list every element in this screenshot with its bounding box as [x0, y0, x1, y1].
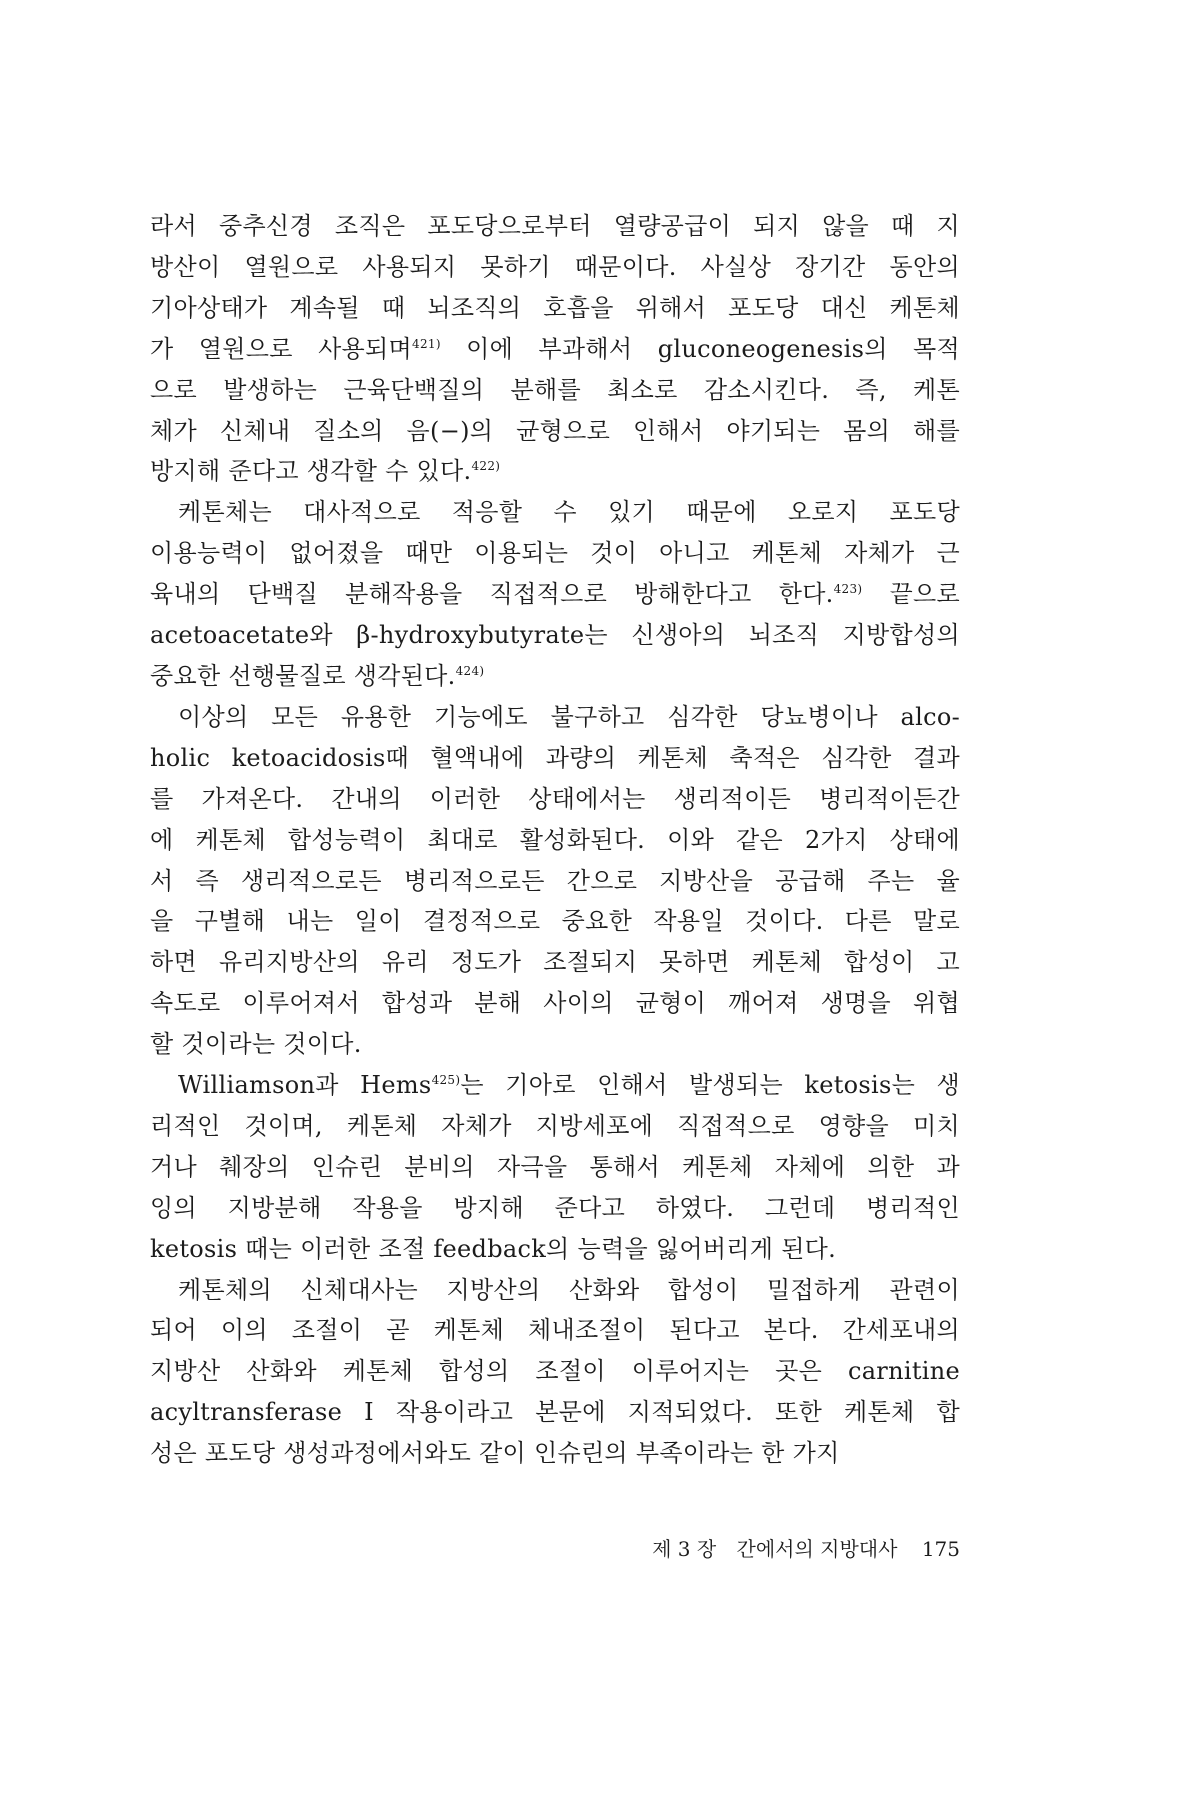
- text-segment: 케톤체는 대사적으로 적응할 수 있기 때문에 오로지 포도당: [178, 498, 960, 527]
- text-segment: 으로 발생하는 근육단백질의 분해를 최소로 감소시킨다. 즉, 케톤: [150, 375, 960, 404]
- text-line: [150, 451, 960, 492]
- text-segment: 이상의 모든 유용한 기능에도 불구하고 심각한 당뇨병이나 alco-: [178, 702, 960, 731]
- text-segment: 는 기아로 인해서 발생되는 ketosis는 생: [460, 1071, 961, 1100]
- text-line: [150, 1270, 960, 1311]
- reference-superscript: 423): [833, 582, 863, 597]
- reference-superscript: 422): [471, 459, 501, 474]
- text-line: [150, 983, 960, 1024]
- reference-superscript: 421): [412, 336, 441, 351]
- running-footer: [560, 1533, 960, 1562]
- paragraph: [150, 206, 960, 492]
- text-line: [150, 492, 960, 533]
- text-segment: 를 가져온다. 간내의 이러한 상태에서는 생리적이든 병리적이든간: [150, 784, 960, 813]
- text-segment: 을 구별해 내는 일이 결정적으로 중요한 작용일 것이다. 다른 말로: [150, 907, 960, 936]
- text-segment: 중요한 선행물질로 생각된다.: [150, 661, 456, 690]
- text-segment: 방지해 준다고 생각할 수 있다.: [150, 457, 472, 486]
- text-segment: 방산이 열원으로 사용되지 못하기 때문이다. 사실상 장기간 동안의: [150, 252, 960, 281]
- text-segment: ketosis 때는 이러한 조절 feedback의 능력을 잃어버리게 된다.: [150, 1234, 837, 1263]
- paragraph: [150, 492, 960, 697]
- text-segment: 거나 췌장의 인슈린 분비의 자극을 통해서 케톤체 자체에 의한 과: [150, 1152, 960, 1181]
- paragraph: [150, 1065, 960, 1270]
- text-segment: 되어 이의 조절이 곧 케톤체 체내조절이 된다고 본다. 간세포내의: [150, 1316, 960, 1345]
- text-segment: 에 케톤체 합성능력이 최대로 활성화된다. 이와 같은 2가지 상태에: [150, 825, 960, 854]
- text-line: [150, 738, 960, 779]
- text-line: [150, 1188, 960, 1229]
- text-segment: 서 즉 생리적으로든 병리적으로든 간으로 지방산을 공급해 주는 율: [150, 866, 960, 895]
- text-segment: Williamson과 Hems: [178, 1071, 432, 1100]
- paragraph: [150, 1270, 960, 1475]
- text-segment: 할 것이라는 것이다.: [150, 1030, 362, 1059]
- text-line: [150, 1351, 960, 1392]
- text-line: [150, 370, 960, 411]
- text-segment: holic ketoacidosis때 혈액내에 과량의 케톤체 축적은 심각한 결과: [150, 743, 960, 772]
- text-segment: 육내의 단백질 분해작용을 직접적으로 방해한다고 한다.: [150, 580, 834, 609]
- text-segment: 기아상태가 계속될 때 뇌조직의 호흡을 위해서 포도당 대신 케톤체: [150, 293, 960, 322]
- footer-chapter: 제 3 장: [652, 1537, 717, 1561]
- text-line: [150, 1229, 960, 1270]
- text-line: [150, 820, 960, 861]
- page-number: 175: [921, 1537, 960, 1561]
- text-line: [150, 697, 960, 738]
- text-segment: 성은 포도당 생성과정에서와도 같이 인슈린의 부족이라는 한 가지: [150, 1439, 840, 1468]
- text-segment: acetoacetate와 β-hydroxybutyrate는 신생아의 뇌조직 지방합성의: [150, 621, 960, 650]
- text-line: [150, 942, 960, 983]
- text-line: [150, 1106, 960, 1147]
- text-line: [150, 247, 960, 288]
- text-segment: 이용능력이 없어졌을 때만 이용되는 것이 아니고 케톤체 자체가 근: [150, 539, 960, 568]
- text-line: [150, 656, 960, 697]
- text-line: [150, 533, 960, 574]
- text-segment: 끝으로: [862, 580, 960, 609]
- text-segment: 리적인 것이며, 케톤체 자체가 지방세포에 직접적으로 영향을 미치: [150, 1111, 960, 1140]
- text-segment: 라서 중추신경 조직은 포도당으로부터 열량공급이 되지 않을 때 지: [150, 212, 960, 240]
- text-segment: 지방산 산화와 케톤체 합성의 조절이 이루어지는 곳은 carnitine: [150, 1357, 960, 1386]
- text-segment: 가 열원으로 사용되며: [150, 334, 413, 363]
- text-line: [150, 1310, 960, 1351]
- text-line: [150, 1147, 960, 1188]
- text-segment: 케톤체의 신체대사는 지방산의 산화와 합성이 밀접하게 관련이: [178, 1275, 960, 1304]
- reference-superscript: 424): [455, 663, 485, 678]
- reference-superscript: 425): [431, 1073, 461, 1088]
- body-text: [150, 206, 960, 1474]
- text-line: [150, 861, 960, 902]
- text-line: [150, 1024, 960, 1065]
- text-line: [150, 411, 960, 452]
- footer-title: 간에서의 지방대사: [736, 1537, 898, 1561]
- text-line: [150, 1065, 960, 1106]
- text-line: [150, 615, 960, 656]
- text-segment: acyltransferase I 작용이라고 본문에 지적되었다. 또한 케톤체 합: [150, 1398, 960, 1427]
- text-line: [150, 1392, 960, 1433]
- text-segment: 잉의 지방분해 작용을 방지해 준다고 하였다. 그런데 병리적인: [150, 1193, 960, 1222]
- text-segment: 체가 신체내 질소의 음(−)의 균형으로 인해서 야기되는 몸의 해를: [150, 416, 960, 445]
- text-line: [150, 206, 960, 247]
- text-line: [150, 574, 960, 615]
- text-segment: 속도로 이루어져서 합성과 분해 사이의 균형이 깨어져 생명을 위협: [150, 989, 960, 1018]
- paragraph: [150, 697, 960, 1065]
- text-segment: 하면 유리지방산의 유리 정도가 조절되지 못하면 케톤체 합성이 고: [150, 948, 960, 977]
- text-line: [150, 779, 960, 820]
- text-line: [150, 901, 960, 942]
- text-line: [150, 1433, 960, 1474]
- text-segment: 이에 부과해서 gluconeogenesis의 목적: [440, 334, 960, 363]
- text-line: [150, 329, 960, 370]
- text-line: [150, 288, 960, 329]
